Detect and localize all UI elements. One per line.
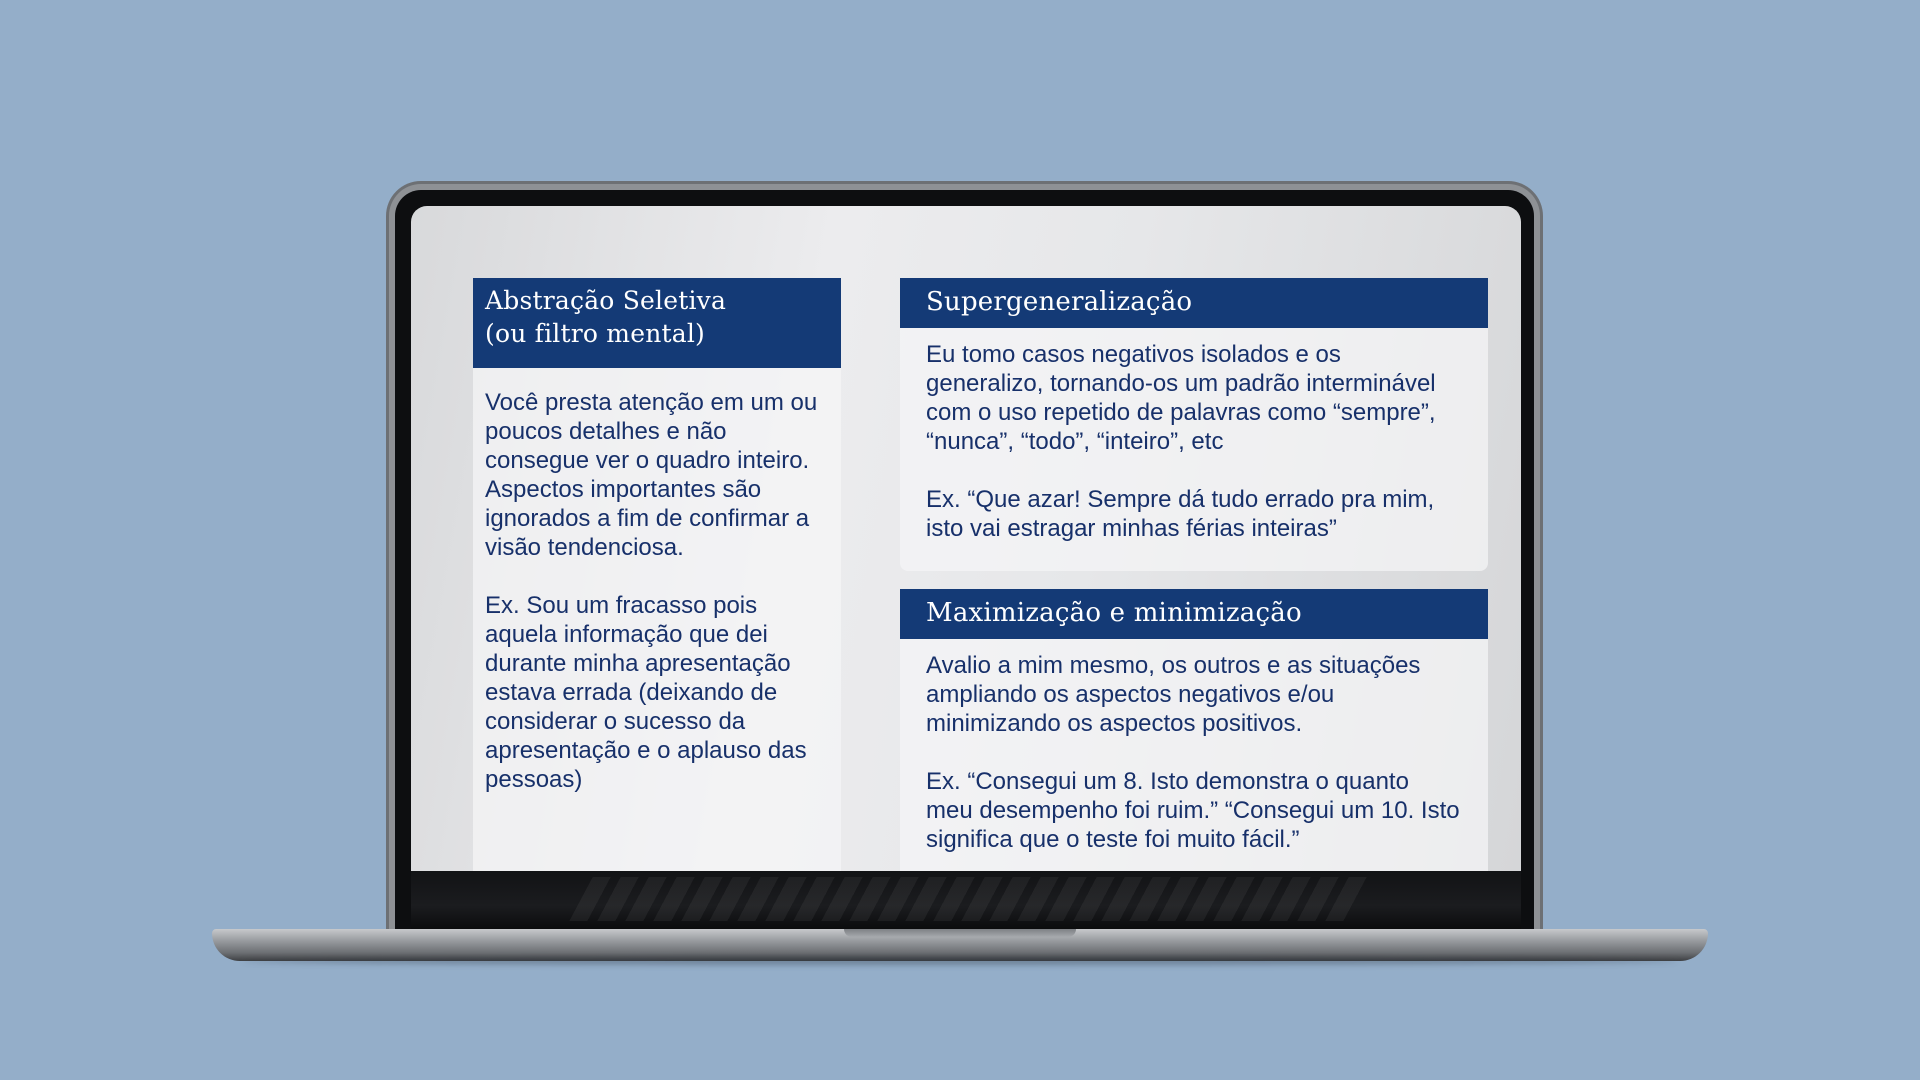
description: Eu tomo casos negativos isolados e os generalizo, tornando-os um padrão interminável com o uso repetido de palavras como “sempre”, “nunca”, “todo”, “inteiro”, etc xyxy=(926,341,1436,455)
laptop-notch xyxy=(844,929,1076,937)
laptop-base xyxy=(212,929,1708,961)
keyboard-reflection-keys xyxy=(569,877,1372,921)
title-line-1: Abstração Seletiva xyxy=(485,286,727,315)
card-selective-abstraction-title xyxy=(473,278,841,368)
keyboard-reflection xyxy=(411,871,1521,929)
card-maximization xyxy=(900,589,1488,871)
card-overgeneralization-body xyxy=(900,328,1488,571)
example: Ex. “Que azar! Sempre dá tudo errado pra mim, isto vai estragar minhas férias inteiras” xyxy=(926,486,1435,542)
card-selective-abstraction-body xyxy=(473,368,841,871)
description: Você presta atenção em um ou poucos detalhes e não consegue ver o quadro inteiro. Aspectos importantes são ignorados a fim de confirmar a visão tendenciosa. xyxy=(485,389,818,561)
card-selective-abstraction xyxy=(473,278,841,871)
card-overgeneralization xyxy=(900,278,1488,571)
laptop-screen xyxy=(411,206,1521,871)
example: Ex. “Consegui um 8. Isto demonstra o quanto meu desempenho foi ruim.” “Consegui um 10. Isto significa que o teste foi muito fácil.” xyxy=(926,768,1460,853)
card-maximization-title: Maximização e minimização xyxy=(900,589,1488,639)
card-overgeneralization-title: Supergeneralização xyxy=(900,278,1488,328)
card-maximization-body xyxy=(900,639,1488,871)
description: Avalio a mim mesmo, os outros e as situações ampliando os aspectos negativos e/ou minimizando os aspectos positivos. xyxy=(926,652,1421,737)
title-line-2: (ou filtro mental) xyxy=(485,319,705,348)
example: Ex. Sou um fracasso pois aquela informação que dei durante minha apresentação estava errada (deixando de considerar o sucesso da apresentação e o aplauso das pessoas) xyxy=(485,592,807,793)
laptop-shadow xyxy=(242,957,1678,965)
